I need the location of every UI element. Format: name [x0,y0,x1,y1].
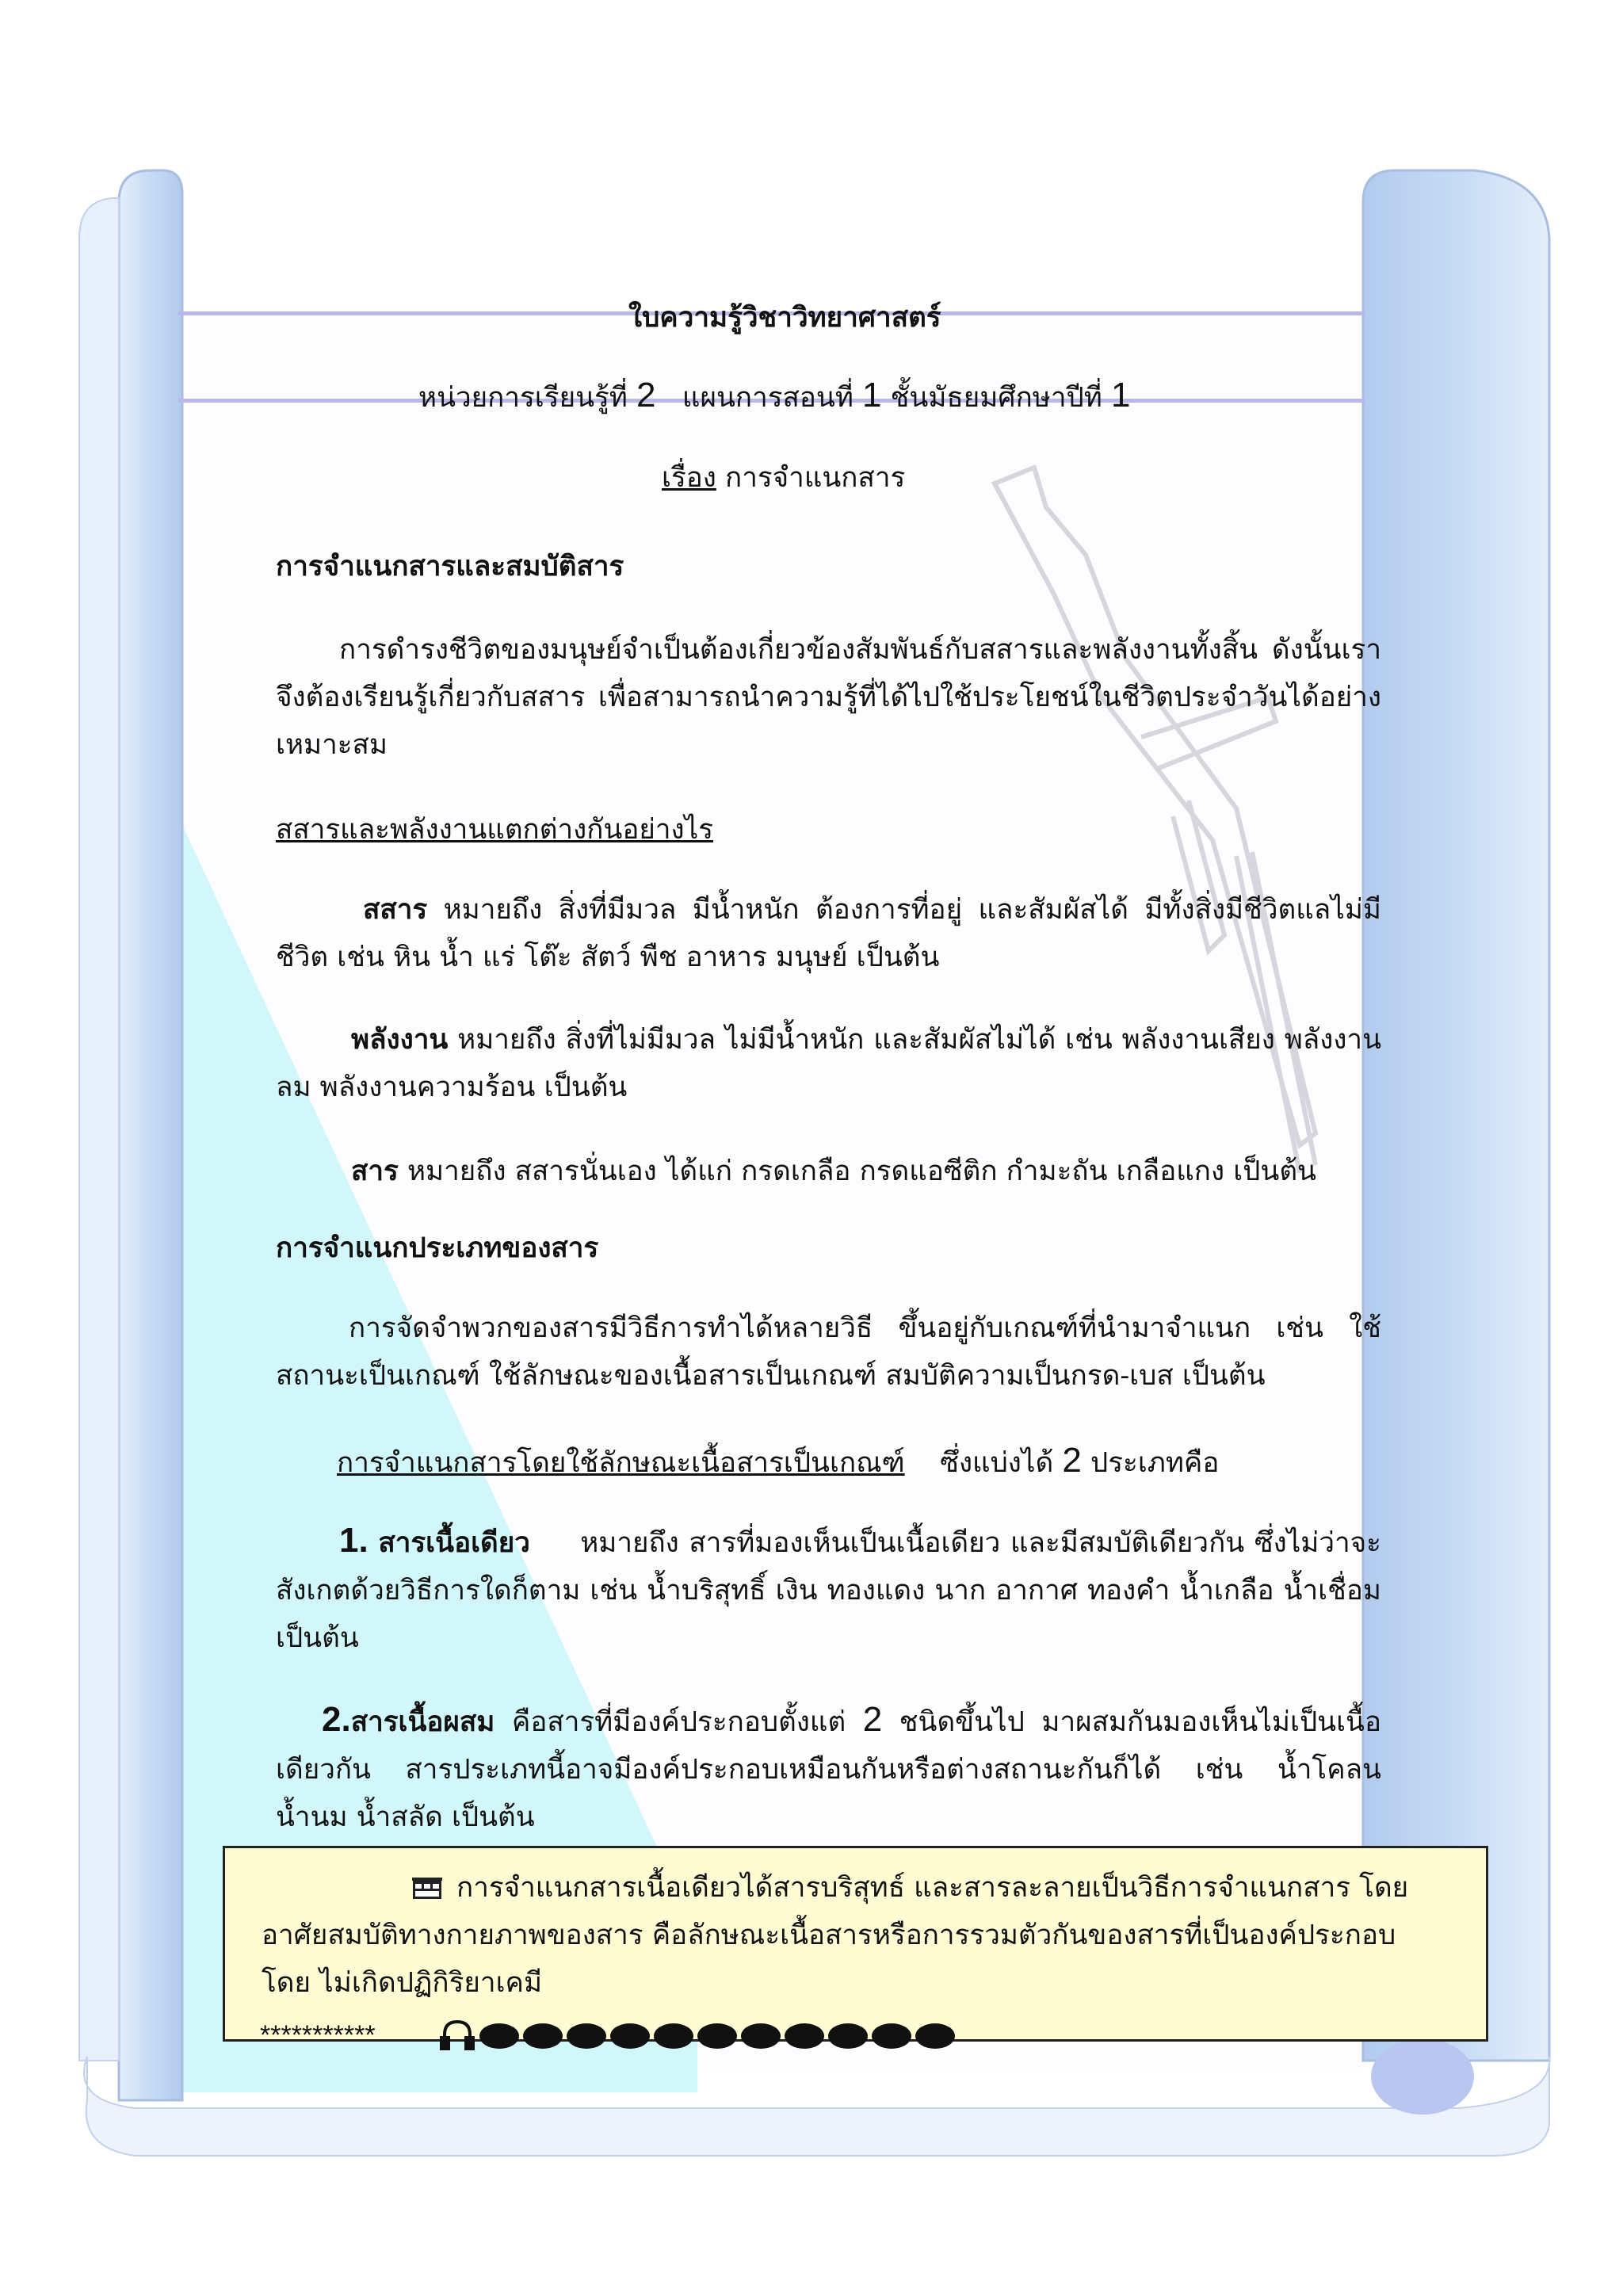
item2-def-b: ชนิดขึ้นไป มาผสมกันมองเห็นไม่เป็นเนื้อเดียวกัน สารประเภทนี้อาจมีองค์ประกอบเหมือนกันหรือต่างสถานะกันก็ได้ เช่น น้ำโคลน น้ำนม น้ำสลัด เป็นต้น [276,1706,1381,1833]
item1-term: สารเนื้อเดียว [378,1526,530,1559]
item1-def: หมายถึง สารที่มองเห็นเป็นเนื้อเดียว และมีสมบัติเดียวกัน ซึ่งไม่ว่าจะสังเกตด้วยวิธีการใดก็ตาม เช่น น้ำบริสุทธิ์ เงิน ทองแดง นาก อากาศ ทองคำ น้ำเกลือ น้ำเชื่อมเป็นต้น [276,1527,1381,1654]
section2-intro: การจัดจำพวกของสารมีวิธีการทำได้หลายวิธี ขึ้นอยู่กับเกณฑ์ที่นำมาจำแนก เช่น ใช้สถานะเป็นเกณฑ์ ใช้ลักษณะของเนื้อสารเป็นเกณฑ์ สมบัติความเป็นกรด-เบส เป็นต้น [276,1312,1381,1392]
headphone-icon [441,2022,473,2049]
cabinet-icon [412,1867,442,1891]
section1-intro: การดำรงชีวิตของมนุษย์จำเป็นต้องเกี่ยวข้องสัมพันธ์กับสสารและพลังงานทั้งสิ้น ดังนั้นเราจึงต้องเรียนรู้เกี่ยวกับสสาร เพื่อสามารถนำความรู้ที่ได้ไปใช้ประโยชน์ในชีวิตประจำวันได้อย่างเหมาะสม [276,634,1381,761]
plan-label: แผนการสอนที่ [682,382,854,414]
criterion-line [337,1442,1219,1481]
unit-number: 2 [636,376,656,415]
note-line-3: โดย ไม่เกิดปฏิกิริยาเคมี [262,1967,543,1999]
criterion-number: 2 [1062,1441,1082,1480]
grade-number: 1 [1110,376,1131,415]
left-scroll-roll [119,170,182,2100]
section2-heading: การจำแนกประเภทของสาร [276,1232,599,1264]
topic-line [662,460,905,496]
matter-definition [276,886,1381,981]
matter-def-text: หมายถึง สิ่งที่มีมวล มีน้ำหนัก ต้องการที่อยู่ และสัมผัสได้ มีทั้งสิ่งมีชีวิตแลไม่มีชีวิต เช่น หิน น้ำ แร่ โต๊ะ สัตว์ พืช อาหาร มนุษย์ เป็นต้น [276,894,1381,973]
substance-term: สาร [351,1155,399,1187]
substance-definition [276,1148,1381,1195]
criterion-rest-b: ประเภทคือ [1090,1447,1220,1479]
energy-definition [276,1016,1381,1111]
item2-term: สารเนื้อผสม [350,1706,495,1738]
item1 [276,1517,1381,1662]
decorative-bullets [440,2017,979,2055]
item2-number: 2. [322,1700,351,1739]
item2-def-a: คือสารที่มีองค์ประกอบตั้งแต่ [511,1706,846,1738]
matter-energy-subheading: สสารและพลังงานแตกต่างกันอย่างไร [276,814,714,846]
page-title: ใบความรู้วิชาวิทยาศาสตร์ [628,301,941,334]
item2-inline-number: 2 [862,1700,883,1739]
plan-number: 1 [862,376,882,415]
note-box [223,1846,1488,2042]
unit-label: หน่วยการเรียนรู้ที่ [418,382,628,414]
right-scroll-roll [1363,170,1549,2061]
criterion-rest-a: ซึ่งแบ่งได้ [940,1447,1054,1479]
grade-label: ชั้นมัธยมศึกษาปีที่ [890,382,1102,414]
bottom-right-knob [1371,2038,1474,2115]
item2 [276,1696,1381,1841]
section1-heading: การจำแนกสารและสมบัติสาร [276,550,624,583]
energy-term: พลังงาน [351,1023,449,1056]
item1-number: 1. [339,1521,369,1560]
topic-text: การจำแนกสาร [725,462,906,494]
topic-label: เรื่อง [662,462,716,494]
note-line-2: อาศัยสมบัติทางกายภาพของสาร คือลักษณะเนื้อสารหรือการรวมตัวกันของสารที่เป็นองค์ประกอบ [262,1920,1396,1951]
note-line-1: การจำแนกสารเนื้อเดียวได้สารบริสุทธ์ และสารละลายเป็นวิธีการจำแนกสาร โดย [262,1864,1454,1912]
matter-term: สสาร [363,893,428,926]
energy-def-text: หมายถึง สิ่งที่ไม่มีมวล ไม่มีน้ำหนัก และสัมผัสไม่ได้ เช่น พลังงานเสียง พลังงานลม พลังงานความร้อน เป็นต้น [276,1024,1381,1103]
unit-line [418,377,1130,416]
note-stars: *********** [260,2020,376,2050]
criterion-link: การจำแนกสารโดยใช้ลักษณะเนื้อสารเป็นเกณฑ์ [337,1447,905,1479]
substance-def-text: หมายถึง สสารนั่นเอง ได้แก่ กรดเกลือ กรดแอซีติก กำมะถัน เกลือแกง เป็นต้น [398,1156,1316,1187]
